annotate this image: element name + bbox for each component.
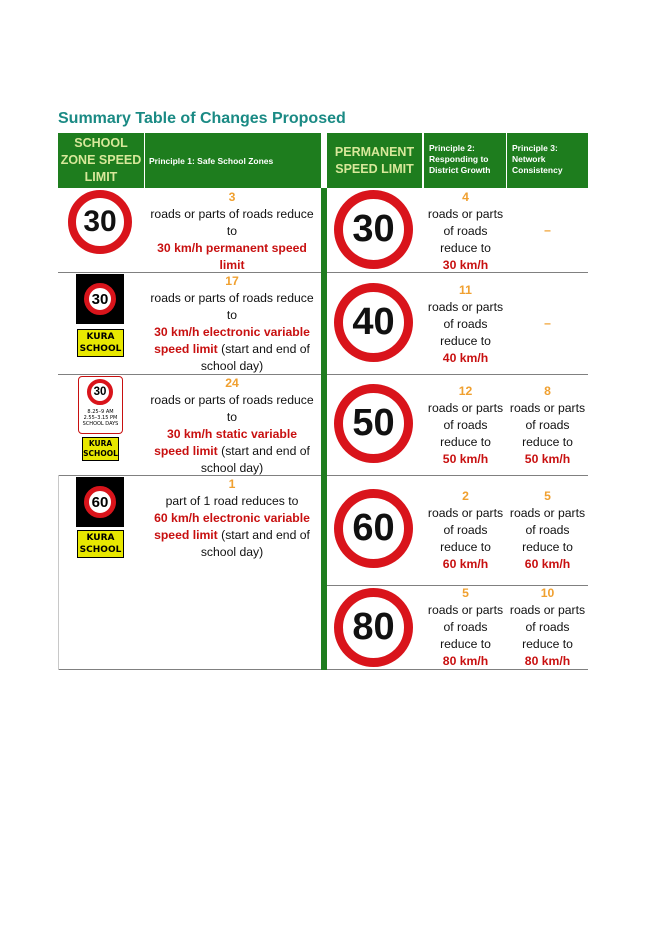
count: 1 [228, 477, 236, 491]
electronic-30-sign [84, 283, 116, 315]
static-variable-sign [78, 376, 123, 434]
row-divider [327, 374, 588, 375]
count: 5 [544, 489, 551, 503]
count: 12 [458, 384, 473, 398]
description: roads or parts of roads reduce to [427, 207, 504, 255]
speed-limit-60-sign [334, 489, 413, 568]
times-am: 8.25–9 AM [87, 409, 114, 415]
row-divider [327, 475, 588, 476]
description: roads or parts of roads reduce to [509, 506, 586, 554]
speed-limit-emphasis: 30 km/h permanent speed limit [157, 241, 307, 272]
speed-limit-30-sign [334, 190, 413, 269]
principle2-row-50 [424, 383, 507, 468]
header-principle1 [145, 133, 321, 188]
sign-number: 30 [352, 208, 395, 250]
speed-limit-50-sign [334, 384, 413, 463]
sign-number: 50 [352, 402, 395, 444]
principle2-row-30 [424, 189, 507, 274]
description: roads or parts of roads reduce to [427, 506, 504, 554]
header-school-zone-label: SCHOOL ZONE SPEED LIMIT [60, 136, 142, 184]
speed-limit-emphasis: 80 km/h [442, 654, 489, 668]
speed-limit-emphasis: 30 km/h [442, 258, 489, 272]
kura-school-plate [82, 437, 119, 461]
school-row-2-text [148, 273, 316, 375]
count: 4 [462, 190, 469, 204]
speed-limit-emphasis: 60 km/h [442, 557, 489, 571]
count: 10 [540, 586, 555, 600]
count: 11 [459, 283, 472, 297]
count: 5 [462, 586, 469, 600]
principle3-row-80 [507, 585, 588, 670]
speed-limit-emphasis: 40 km/h [442, 351, 489, 365]
description: part of 1 road reduces to [165, 494, 299, 508]
description: roads or parts of roads reduce to [509, 603, 586, 651]
description-suffix: (start and end of school day) [200, 444, 310, 475]
sign-number: 60 [91, 493, 109, 511]
header-principle3 [507, 133, 588, 188]
count: 3 [228, 190, 236, 204]
sign-number: 30 [93, 386, 107, 398]
principle2-row-40 [424, 282, 507, 367]
principle3-row-60 [507, 488, 588, 573]
page-title: Summary Table of Changes Proposed [58, 110, 346, 127]
no-change-dash: – [544, 316, 551, 330]
description: roads or parts of roads reduce to [150, 291, 314, 322]
kura-school-plate [77, 530, 124, 558]
kura-school-label: KURA SCHOOL [79, 533, 122, 555]
description: roads or parts of roads reduce to [509, 401, 586, 449]
electronic-60-sign [84, 486, 116, 518]
speed-limit-80-sign [334, 588, 413, 667]
speed-limit-emphasis: 60 km/h [524, 557, 571, 571]
speed-limit-emphasis: 80 km/h [524, 654, 571, 668]
sign-number: 40 [352, 301, 395, 343]
speed-limit-emphasis: 50 km/h [524, 452, 571, 466]
school-row-1-text [148, 189, 316, 274]
description-suffix: (start and end of school day) [200, 528, 310, 559]
school-days: SCHOOL DAYS [82, 421, 119, 427]
sign-number: 80 [352, 606, 395, 648]
section-divider-bar [321, 188, 327, 670]
school-row-3-text [148, 375, 316, 477]
sign-number: 60 [352, 507, 395, 549]
speed-limit-emphasis: 30 km/h static variable speed limit [154, 427, 298, 458]
count: 2 [462, 489, 469, 503]
speed-limit-emphasis: 30 km/h electronic variable speed limit [154, 325, 310, 356]
principle3-row-30 [507, 222, 588, 239]
static-sign-times [79, 409, 122, 427]
count: 24 [225, 376, 239, 390]
school-row-4-text [148, 476, 316, 561]
description: roads or parts of roads reduce to [427, 300, 504, 348]
principle3-row-50 [507, 383, 588, 468]
speed-limit-30-sign [68, 190, 132, 254]
table-bottom-border [58, 669, 321, 670]
speed-limit-40-sign [334, 283, 413, 362]
no-change-dash: – [544, 223, 551, 237]
kura-school-label: KURA SCHOOL [79, 332, 122, 354]
description: roads or parts of roads reduce to [150, 207, 314, 238]
sign-number: 30 [91, 290, 109, 308]
header-principle3-label: Principle 3: Network Consistency [512, 143, 563, 175]
principle2-row-60 [424, 488, 507, 573]
description: roads or parts of roads reduce to [150, 393, 314, 424]
principle3-row-40 [507, 315, 588, 332]
times-pm: 2.55–3.15 PM [83, 415, 118, 421]
static-30-sign [87, 379, 113, 405]
description: roads or parts of roads reduce to [427, 603, 504, 651]
header-school-zone [58, 133, 144, 188]
header-divider [423, 133, 424, 188]
header-principle2 [424, 133, 506, 188]
speed-limit-emphasis: 50 km/h [442, 452, 489, 466]
speed-limit-emphasis: 60 km/h electronic variable speed limit [154, 511, 310, 542]
kura-school-plate [77, 329, 124, 357]
header-permanent [327, 133, 422, 188]
sign-number: 30 [83, 205, 117, 238]
count: 8 [544, 384, 551, 398]
header-permanent-label: PERMANENT SPEED LIMIT [334, 144, 415, 176]
description-suffix: (start and end of school day) [200, 342, 310, 373]
description: roads or parts of roads reduce to [427, 401, 504, 449]
header-principle1-label: Principle 1: Safe School Zones [149, 155, 274, 166]
count: 17 [225, 274, 239, 288]
principle2-row-80 [424, 585, 507, 670]
kura-school-label: KURA SCHOOL [83, 439, 118, 458]
table-left-border [58, 475, 59, 670]
header-principle2-label: Principle 2: Responding to District Growth [429, 143, 491, 175]
